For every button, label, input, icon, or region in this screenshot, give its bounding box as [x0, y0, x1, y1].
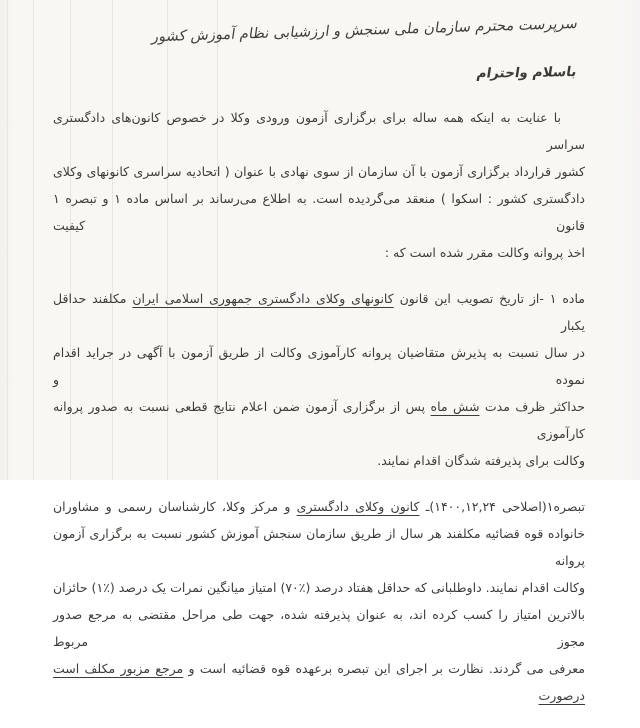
- text-segment: در سال نسبت به پذیرش متقاضیان پروانه کارآموزی وکالت از طریق آزمون با آگهی در جراید اقدام نموده و: [53, 345, 585, 387]
- text-line: [53, 393, 585, 447]
- text-line: [53, 493, 585, 520]
- text-segment: و مرکز وکلا، کارشناسان رسمی و مشاوران: [53, 499, 297, 514]
- text-line: [53, 520, 585, 574]
- scan-streak-line: [7, 0, 8, 480]
- text-line: [53, 239, 585, 266]
- text-segment: حداکثر ظرف مدت: [479, 399, 585, 414]
- underlined-phrase: کانونهای وکلای دادگستری جمهوری اسلامی ایران: [132, 291, 394, 306]
- text-segment: دادگستری کشور : اسکوا ) منعقد می‌گردیده است. به اطلاع می‌رساند بر اساس ماده ۱ و تبصره ۱ قانون کیفیت: [53, 191, 586, 233]
- text-segment: خانواده قوه قضائیه مکلفند هر سال از طریق سازمان سنجش آموزش کشور نسبت به برگزاری آزمون پروانه: [53, 526, 585, 568]
- underlined-phrase: کانون وکلای دادگستری: [296, 499, 420, 514]
- letter-salutation: باسلام واحترام: [475, 64, 578, 82]
- scan-streak-line: [33, 0, 34, 480]
- text-segment: تبصره۱(اصلاحی ۱۴۰۰,۱۲,۲۴)ـ: [419, 499, 585, 514]
- text-line: [53, 158, 585, 185]
- text-segment: مکلفند حداقل یکبار: [53, 291, 585, 333]
- text-line: [53, 185, 585, 239]
- letter-body: [53, 104, 585, 728]
- text-line: [53, 339, 585, 393]
- note-1-paragraph: [53, 493, 585, 709]
- text-segment: وکالت اقدام نمایند. داوطلبانی که حداقل هفتاد درصد (٪۷۰) امتیاز میانگین نمرات یک درصد (٪۱) حائزان: [53, 580, 585, 595]
- text-line: [53, 574, 585, 601]
- text-line: [53, 447, 585, 474]
- text-segment: اخذ پروانه وکالت مقرر شده است که :: [384, 245, 585, 260]
- letter-addressee-calligraphy: سرپرست محترم سازمان ملی سنجش و ارزشیابی نظام آموزش کشور: [150, 16, 580, 46]
- text-line: [53, 655, 585, 709]
- text-segment: ماده ۱ -از تاریخ تصویب این قانون: [393, 291, 585, 306]
- underlined-phrase: مرجع مزبور مکلف است درصورت: [53, 661, 585, 703]
- text-segment: با عنایت به اینکه همه ساله برای برگزاری آزمون ورودی وکلا در خصوص کانون‌های دادگستری سراسر: [53, 110, 585, 152]
- text-segment: پس از برگزاری آزمون ضمن اعلام نتایج قطعی نسبت به صدور پروانه کارآموزی: [53, 399, 585, 441]
- text-line: [53, 601, 585, 655]
- text-segment: معرفی می گردند. نظارت بر اجرای این تبصره برعهده قوه قضائیه است و: [183, 661, 585, 676]
- underlined-phrase: شش ماه: [430, 399, 480, 414]
- article-1-paragraph: [53, 285, 585, 474]
- text-segment: کشور قرارداد برگزاری آزمون با آن سازمان از سوی نهادی با عنوان ( اتحادیه سراسری کانونهای وکلای: [53, 164, 585, 179]
- text-segment: بالاترین امتیاز را کسب کرده اند، به عنوان پذیرفته شده، جهت طی مراحل مقتضی به مرجع صدور مجوز مربوط: [53, 607, 585, 649]
- text-line: [53, 104, 585, 158]
- text-line: [53, 285, 585, 339]
- intro-paragraph: [53, 104, 585, 266]
- text-segment: وکالت برای پذیرفته شدگان اقدام نمایند.: [377, 453, 585, 468]
